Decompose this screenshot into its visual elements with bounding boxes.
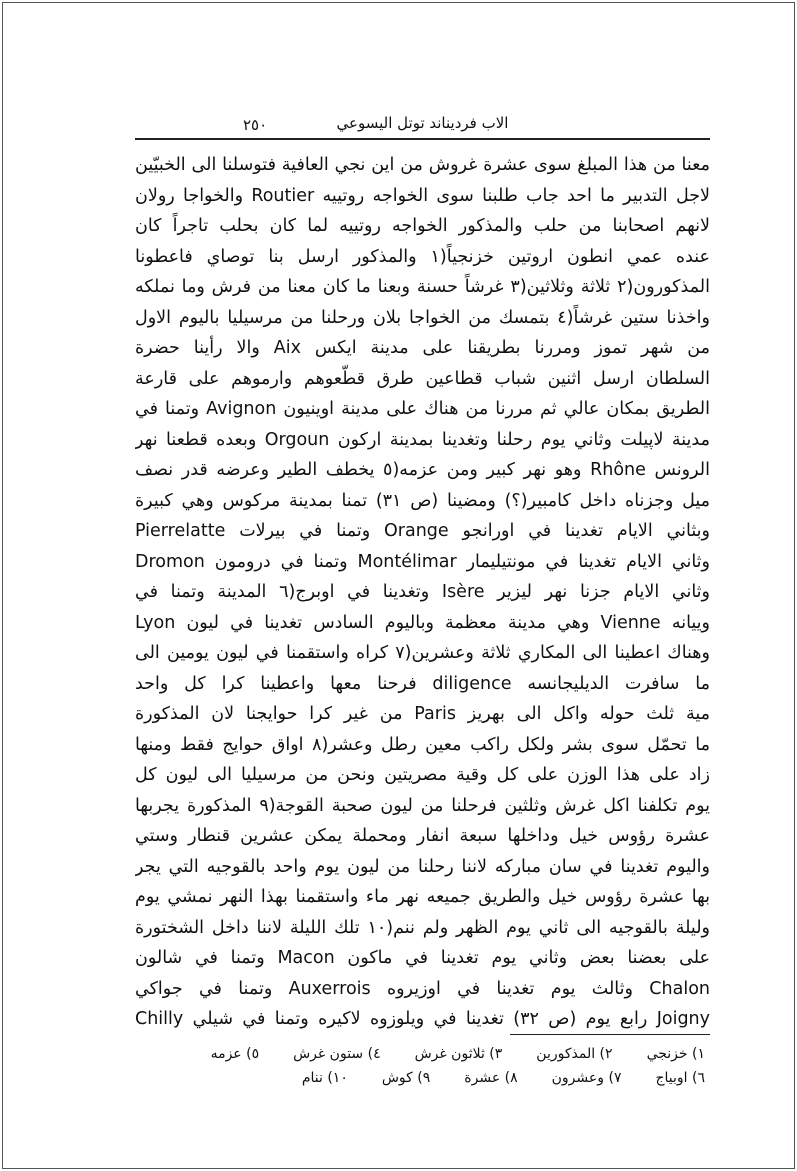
footnote-row	[135, 1042, 725, 1066]
text-line: معنا من هذا المبلغ سوى عشرة غروش من اين نجي العافية فتوسلنا الى الخبيّين	[135, 155, 710, 175]
text-line: ميل وجزناه داخل كامبير(؟) ومضينا (ص ٣١) تمنا بمدينة مركوس وهي كبيرة	[135, 490, 710, 511]
text-line: وليلة بالقوجيه الى ثاني يوم الظهر ولم ننم(١٠ تلك الليلة لاننا داخل الشختورة	[135, 917, 710, 938]
text-line: مدينة لاپيلت وثاني يوم رحلنا وتغدينا بمدينة اركون Orgoun وبعده قطعنا نهر	[135, 429, 710, 450]
text-line: Joigny رابع يوم (ص ٣٢) تغدينا في ويلوزوه لاكيره وتمنا في شيلي Chilly	[135, 1009, 710, 1029]
footnotes	[135, 1042, 725, 1090]
footnote: ٣) ثلاثون غرش	[414, 1046, 503, 1062]
footnote: ٩) كوش	[381, 1070, 431, 1086]
footnote: ٤) ستون غرش	[293, 1046, 381, 1062]
text-line: زاد على هذا الوزن على كل وقية مصريتين ونحن من مرسيليا الى ليون كل	[135, 765, 710, 785]
footnote: ٢) المذكورين	[536, 1046, 613, 1062]
text-line: عشرة رؤوس خيل وداخلها سبعة انفار ومحملة يمكن عشرين قنطار وستي	[135, 826, 710, 846]
footnote: ٨) عشرة	[464, 1070, 518, 1086]
footnote: ٦) اوبياج	[655, 1070, 705, 1086]
text-line: مية ثلث حوله واكل الى بهريز Paris من غير كرا حوايجنا لان المذكورة	[135, 704, 710, 724]
footnote: ٧) وعشرون	[551, 1070, 622, 1086]
text-line: المذكورون(٢ ثلاثة وثلاثين(٣ غرشاً حسنة وبعنا ما كان معنا من فرش وما نملكه	[135, 277, 710, 297]
footnote: ٥) عزمه	[210, 1046, 260, 1062]
text-line: من شهر تموز ومررنا بطريقنا على مدينة ايكس Aix والا رأينا حضرة	[135, 338, 710, 358]
body-text	[135, 150, 710, 1035]
text-line: على بعضنا بعض وثاني يوم تغدينا في ماكون Macon وتمنا في شالون	[135, 948, 710, 968]
text-line: لانهم اصحابنا من حلب والمذكور الخواجه روتييه لما كان بحلب تاجراً كان	[135, 216, 710, 236]
text-line: وثاني الايام تغدينا في مونتيليمار Montélimar وتمنا في درومون Dromon	[135, 551, 710, 572]
page-number: ٢٥٠	[243, 116, 268, 134]
running-header	[135, 112, 710, 140]
header-title: الاب فرديناند توتل اليسوعي	[336, 114, 509, 132]
footnote: ١٠) ننام	[301, 1070, 348, 1086]
text-line: وبثاني الايام تغدينا في اورانجو Orange وتمنا في بيرلات Pierrelatte	[135, 521, 710, 541]
text-line: واخذنا ستين غرشاً(٤ بتمسك من الخواجا بلان ورحلنا من مرسيليا باليوم الاول	[135, 307, 710, 328]
footnote-separator	[510, 1034, 710, 1035]
text-line: وهناك اعطينا الى المكاري ثلاثة وعشرين(٧ كراه واستقمنا في ليون يومين الى	[135, 643, 710, 663]
text-line: ما تحمّل سوى بشر ولكل راكب معين رطل وعشر(٨ اواق حوايج فقط ومنها	[135, 734, 710, 755]
text-line: وييانه Vienne وهي مدينة معظمة وباليوم السادس تغدينا في ليون Lyon	[135, 612, 710, 633]
text-line: بها عشرة رؤوس خيل والطريق جميعه نهر ماء واستقمنا بهذا النهر نمشي يوم	[135, 887, 710, 907]
text-line: ما سافرت الديليجانسه diligence فرحنا معها واعطينا كرا كل واحد	[135, 673, 710, 694]
text-line: الطريق بمكان عالي ثم مررنا من هناك على مدينة اوينيون Avignon وتمنا في	[135, 399, 710, 419]
footnote: ١) خزنجي	[646, 1046, 705, 1062]
text-line: عنده عمي انطون اروتين خزنجياً(١ والمذكور ارسل بنا توصاي فاعطونا	[135, 246, 710, 267]
text-line: يوم تكلفنا اكل غرش وثلثين فرحلنا من ليون صحبة القوجة(٩ المذكورة يجربها	[135, 795, 710, 816]
footnote-row	[135, 1066, 725, 1090]
text-line: وثاني الايام جزنا نهر ليزير Isère وتغدينا في اوبرج(٦ المدينة وتمنا في	[135, 582, 710, 602]
text-line: السلطان ارسل اثنين شباب قطاعين طرق قطّعوهم وارموهم على قارعة	[135, 368, 710, 389]
text-line: لاجل التدبير ما احد جاب طلبنا سوى الخواجه روتييه Routier والخواجا رولان	[135, 185, 710, 206]
text-line: Chalon وثالث يوم تغدينا في اوزيروه Auxerrois وتمنا في جواكي	[135, 978, 710, 999]
text-line: واليوم تغدينا في سان مباركه لاننا رحلنا من ليون يوم واحد بالقوجيه التي يجر	[135, 856, 710, 877]
text-line: الرونس Rhône وهو نهر كبير ومن عزمه(٥ يخطف الطير وعرضه قدر نصف	[135, 460, 710, 480]
